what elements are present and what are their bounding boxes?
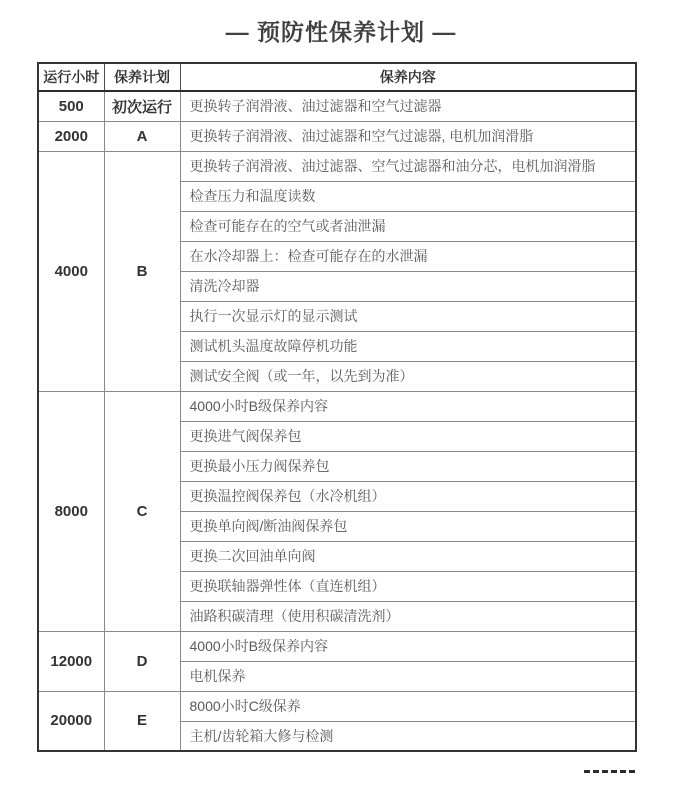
- item-cell: 更换单向阀/断油阀保养包: [180, 511, 636, 541]
- item-cell: 油路积碳清理（使用积碳清洗剂）: [180, 601, 636, 631]
- hours-cell: 8000: [38, 391, 104, 631]
- item-cell: 测试安全阀（或一年，以先到为准）: [180, 361, 636, 391]
- page-title: — 预防性保养计划 —: [225, 19, 457, 45]
- plan-cell: 初次运行: [104, 91, 180, 121]
- item-cell: 检查可能存在的空气或者油泄漏: [180, 211, 636, 241]
- item-cell: 在水冷却器上：检查可能存在的水泄漏: [180, 241, 636, 271]
- item-cell: 4000小时B级保养内容: [180, 391, 636, 421]
- hours-cell: 4000: [38, 151, 104, 391]
- plan-cell: A: [104, 121, 180, 151]
- item-cell: 更换转子润滑液、油过滤器和空气过滤器: [180, 91, 636, 121]
- col-header-content: 保养内容: [180, 63, 636, 91]
- clipped-watermark-fragment: [584, 769, 635, 775]
- plan-cell: C: [104, 391, 180, 631]
- hours-cell: 12000: [38, 631, 104, 691]
- header-row: [38, 63, 636, 91]
- item-cell: 测试机头温度故障停机功能: [180, 331, 636, 361]
- table-row: [38, 631, 636, 661]
- item-cell: 更换转子润滑液、油过滤器、空气过滤器和油分芯，电机加润滑脂: [180, 151, 636, 181]
- table-row: [38, 91, 636, 121]
- item-cell: 更换二次回油单向阀: [180, 541, 636, 571]
- item-cell: 主机/齿轮箱大修与检测: [180, 721, 636, 751]
- item-cell: 更换转子润滑液、油过滤器和空气过滤器, 电机加润滑脂: [180, 121, 636, 151]
- item-cell: 更换温控阀保养包（水冷机组）: [180, 481, 636, 511]
- item-cell: 4000小时B级保养内容: [180, 631, 636, 661]
- col-header-hours: 运行小时: [38, 63, 104, 91]
- hours-cell: 2000: [38, 121, 104, 151]
- table-row: [38, 391, 636, 421]
- item-cell: 清洗冷却器: [180, 271, 636, 301]
- table-row: [38, 151, 636, 181]
- item-cell: 更换最小压力阀保养包: [180, 451, 636, 481]
- plan-cell: B: [104, 151, 180, 391]
- item-cell: 电机保养: [180, 661, 636, 691]
- item-cell: 更换联轴器弹性体（直连机组）: [180, 571, 636, 601]
- item-cell: 更换进气阀保养包: [180, 421, 636, 451]
- col-header-plan: 保养计划: [104, 63, 180, 91]
- hours-cell: 20000: [38, 691, 104, 751]
- item-cell: 8000小时C级保养: [180, 691, 636, 721]
- item-cell: 执行一次显示灯的显示测试: [180, 301, 636, 331]
- maintenance-table: [37, 62, 637, 752]
- plan-cell: D: [104, 631, 180, 691]
- table-header: [38, 63, 636, 91]
- table-body: [38, 91, 636, 751]
- table-row: [38, 121, 636, 151]
- table-row: [38, 691, 636, 721]
- hours-cell: 500: [38, 91, 104, 121]
- plan-cell: E: [104, 691, 180, 751]
- item-cell: 检查压力和温度读数: [180, 181, 636, 211]
